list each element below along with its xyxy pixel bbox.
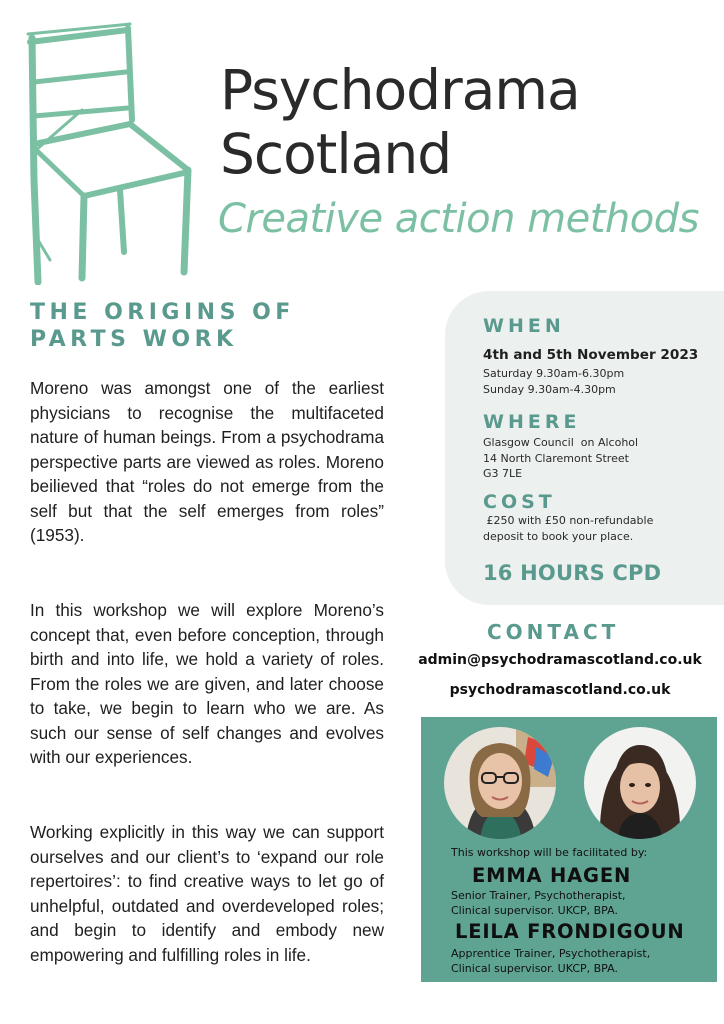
- article-heading: [30, 299, 360, 353]
- brand-title: [220, 58, 580, 186]
- article-paragraph-2: In this workshop we will explore Moreno’s concept that, even before conception, through birth and into life, we hold a variety of roles. From the roles we are given, and later choose to take, we begin to learn who we are. As such our sense of self changes and evolves with our experiences.: [30, 600, 384, 767]
- contact-label: CONTACT: [487, 620, 620, 644]
- article-paragraph-1: Moreno was amongst one of the earliest physicians to recognise the multifaceted nature of human beings. From a psychodrama perspective parts are viewed as roles. Moreno beilieved that “roles do not emerge from the self but that the self emerges from roles” (1953).: [30, 378, 384, 545]
- facilitators-intro: This workshop will be facilitated by:: [451, 846, 648, 859]
- facilitator-role-1: [451, 888, 626, 918]
- facilitator-role-2-line2: Clinical supervisor. UKCP, BPA.: [451, 962, 618, 975]
- cost-line-1: £250 with £50 non-refundable: [483, 514, 654, 527]
- article-heading-line1: THE ORIGINS OF: [30, 300, 295, 325]
- brand-title-line2: Scotland: [220, 122, 452, 186]
- where-line-3: G3 7LE: [483, 467, 523, 480]
- when-times: [483, 366, 624, 397]
- cost-line-2: deposit to book your place.: [483, 529, 634, 543]
- when-saturday: Saturday 9.30am-6.30pm: [483, 367, 625, 380]
- where-address: [483, 435, 638, 482]
- contact-email-link[interactable]: admin@psychodramascotland.co.uk: [418, 652, 702, 668]
- facilitator-role-1-line1: Senior Trainer, Psychotherapist,: [451, 889, 626, 902]
- when-sunday: Sunday 9.30am-4.30pm: [483, 382, 616, 396]
- facilitator-name-1: EMMA HAGEN: [472, 864, 632, 887]
- facilitator-photo-leila: [584, 727, 696, 839]
- where-line-2: 14 North Claremont Street: [483, 451, 629, 465]
- brand-tagline: Creative action methods: [218, 196, 699, 242]
- where-line-1: Glasgow Council on Alcohol: [483, 436, 639, 449]
- where-label: WHERE: [483, 411, 581, 433]
- when-dates: 4th and 5th November 2023: [483, 347, 699, 363]
- contact-website-link[interactable]: psychodramascotland.co.uk: [449, 682, 671, 698]
- article-paragraph-3: Working explicitly in this way we can support ourselves and our client’s to ‘expand our role repertoires’: to find creative ways to let go of unhelpful, outdated and overdeveloped roles; and begin to identify and embody new empowering and fulfilling roles in life.: [30, 822, 384, 965]
- cpd-hours: 16 HOURS CPD: [483, 561, 662, 585]
- when-label: WHEN: [483, 315, 565, 337]
- cost-label: COST: [483, 491, 556, 513]
- cost-details: [483, 513, 653, 544]
- facilitator-role-2: [451, 946, 650, 976]
- chair-logo-icon: [20, 20, 200, 285]
- facilitator-role-1-line2: Clinical supervisor. UKCP, BPA.: [451, 904, 618, 917]
- facilitator-name-2: LEILA FRONDIGOUN: [455, 920, 685, 943]
- brand-title-line1: Psychodrama: [220, 58, 580, 122]
- article-heading-line2: PARTS WORK: [30, 327, 238, 352]
- facilitator-photo-emma: [444, 727, 556, 839]
- facilitator-role-2-line1: Apprentice Trainer, Psychotherapist,: [451, 947, 651, 960]
